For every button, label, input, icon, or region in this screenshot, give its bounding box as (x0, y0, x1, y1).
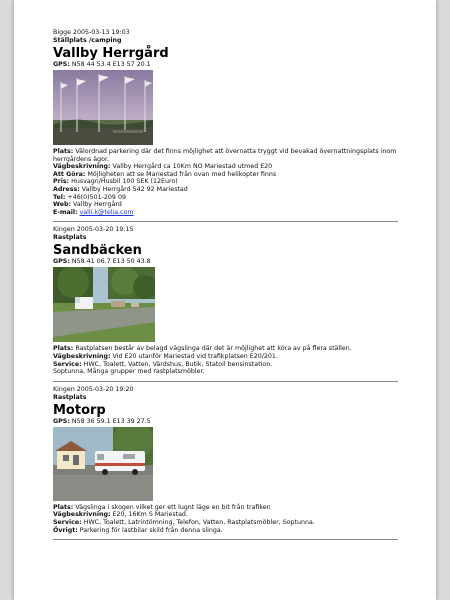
email-link[interactable]: valli.k@telia.com (79, 208, 134, 216)
entry-meta: Kingen 2005-03-20 19:15 (53, 226, 134, 234)
photo-vallby-flags (53, 70, 153, 145)
field-service: Service: HWC, Toalett, Vatten, Värdshus, Butik, Statoil bensinstation. (53, 360, 273, 368)
entry-sandbacken (53, 226, 398, 375)
entry-info (53, 345, 398, 375)
gps-label: GPS: (53, 61, 70, 68)
entry-meta: Kingen 2005-03-20 19:20 (53, 385, 134, 393)
entry-gps (53, 418, 398, 426)
field-vagbeskrivning: Vägbeskrivning: Vid E20 utanför Mariestad vid trafikplatsen E20/201. (53, 352, 278, 360)
gps-value: N58 44 53.4 E13 57 20.1 (71, 61, 151, 68)
entry-info (53, 504, 398, 534)
gps-label: GPS: (53, 417, 70, 425)
field-plats: Plats: Välordnad parkering där det finns möjlighet att övernatta tryggt vid bevakad övernattningsplats inom herrgårdens ägor. (53, 148, 397, 163)
entry-meta: Bigge 2005-03-13 19:03 (53, 29, 130, 36)
entry-category: Ställplats /camping (53, 37, 122, 44)
divider (53, 381, 398, 382)
field-plats: Plats: Rastplatsen består av belagd vägslinga där det är möjlighet att köra av på flera ställen. (53, 345, 352, 353)
photo-motorp-motorhome (53, 427, 153, 501)
document-page (14, 0, 436, 600)
field-vagbeskrivning: Vägbeskrivning: E20, 16Km S Mariestad. (53, 511, 188, 519)
field-att-gora: Att Göra: Möjligheten att se Mariestad från ovan med helikopter finns (53, 170, 277, 178)
divider (53, 539, 398, 540)
entry-title: Vallby Herrgård (53, 46, 169, 61)
field-ovrigt: Övrigt: Parkering för lastbilar skild från denna slinga. (53, 526, 223, 534)
field-vagbeskrivning: Vägbeskrivning: Vallby Herrgård ca 10Km NO Mariestad utmed E20 (53, 163, 273, 171)
gps-label: GPS: (53, 258, 70, 266)
gps-value: N58 41 06.7 E13 50 43.8 (71, 258, 151, 266)
field-service-cont: Soptunna, Många grupper med rastplatsmöbler. (53, 368, 205, 376)
divider (53, 221, 398, 222)
field-web: Web: Vallby Herrgård (53, 201, 122, 209)
entry-motorp (53, 386, 398, 534)
field-plats: Plats: Vägslinga i skogen vilket ger ett lugnt läge en bit från trafiken (53, 503, 271, 511)
entry-title: Motorp (53, 402, 106, 418)
page-content (53, 29, 398, 544)
entry-gps (53, 61, 398, 69)
entry-category: Rastplats (53, 393, 87, 401)
field-email: E-mail: valli.k@telia.com (53, 208, 134, 216)
field-service: Service: HWC, Toalett, Latrintömning, Telefon, Vatten, Rastplatsmöbler, Soptunna. (53, 518, 315, 526)
entry-gps (53, 258, 398, 266)
entry-info (53, 148, 398, 216)
gps-value: N58 36 59.1 E13 39 27.5 (71, 417, 151, 425)
entry-category: Rastplats (53, 234, 87, 242)
entry-title: Sandbäcken (53, 243, 142, 259)
entry-vallby (53, 29, 398, 216)
photo-sandbacken-parking (53, 267, 155, 342)
field-tel: Tel: +46(0)501-209 09 (53, 193, 126, 201)
field-adress: Adress: Vallby Herrgård 542 92 Mariestad (53, 185, 188, 193)
field-pris: Pris: Husvagn/Husbil 100 SEK (12Euro) (53, 178, 178, 186)
